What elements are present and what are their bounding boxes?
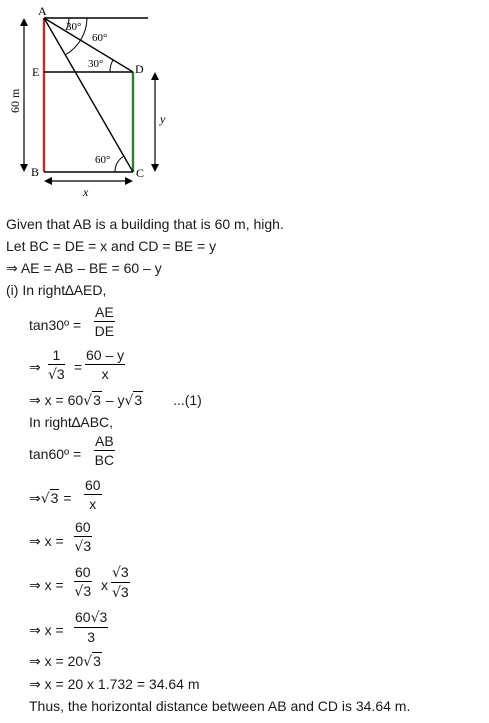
angle-label-a-60: 60°: [92, 32, 108, 44]
tan30-numerator: AE: [95, 304, 114, 320]
root3-denominator-3: √3: [74, 583, 92, 600]
times-sign: x: [101, 577, 108, 593]
equation-tag: ...(1): [173, 392, 202, 408]
x-equals-1: ⇒ x =: [29, 533, 64, 549]
angle-label-c-60: 60°: [95, 154, 111, 166]
sixty-numerator-2: 60: [75, 519, 91, 535]
sixty-numerator-3: 60: [75, 564, 91, 580]
y-label: y: [160, 112, 166, 126]
x-denominator: x: [101, 366, 109, 382]
root3-equals: ⇒√3 =: [29, 490, 72, 507]
root3-over-root3: [111, 564, 130, 601]
sixty-minus-y-numerator: 60 – y: [86, 347, 125, 363]
sixty-root3-numerator: 60√3: [75, 609, 108, 626]
implies-arrow: ⇒: [29, 360, 41, 376]
x-denominator-2: x: [89, 496, 97, 512]
ae-line: ⇒ AE = AB – BE = 60 – y: [6, 260, 162, 276]
abc-line: In right∆ABC,: [29, 414, 114, 430]
tan60-numerator: AB: [95, 433, 114, 449]
sixty-over-root3: [74, 519, 92, 555]
x-equals-20-root3: ⇒ x = 20√3: [29, 653, 101, 670]
one-over-root3: [48, 347, 65, 383]
arrow-up-y: [151, 72, 159, 80]
given-line: Given that AB is a building that is 60 m, high.: [6, 216, 284, 232]
one-numerator: 1: [48, 347, 65, 365]
angle-arc-d-30: [110, 60, 113, 72]
three-denominator: 3: [87, 629, 96, 645]
arrow-down: [20, 164, 28, 172]
point-a: A: [38, 4, 47, 18]
point-b: B: [31, 165, 40, 179]
sixty-root3-over-3: [74, 609, 108, 645]
x-label: x: [83, 185, 89, 199]
tan30-fraction: [94, 304, 115, 339]
x-equals-3: ⇒ x =: [29, 622, 64, 638]
arrow-left: [44, 177, 52, 185]
sixty-over-x: [84, 477, 102, 512]
tan60-denominator: BC: [94, 452, 115, 468]
equation-1: ⇒ x = 60√3 – y√3 ...(1): [29, 392, 202, 409]
angle-label-d-30: 30°: [88, 58, 104, 70]
arrow-up: [20, 18, 28, 26]
x-equals-2: ⇒ x =: [29, 577, 64, 593]
geometry-diagram: [0, 0, 200, 205]
root3-denominator-2: √3: [74, 538, 92, 555]
root3-denominator-4: √3: [112, 584, 129, 601]
x-value-line: ⇒ x = 20 x 1.732 = 34.64 m: [29, 676, 200, 692]
part-i-line: (i) In right∆AED,: [6, 282, 107, 298]
sixty-over-root3-b: [74, 564, 92, 600]
sixty-numerator: 60: [85, 477, 101, 493]
line-ac: [44, 18, 133, 172]
arrow-down-y: [151, 164, 159, 172]
equals-sign: =: [74, 359, 83, 375]
root3-numerator: √3: [112, 564, 129, 581]
tan30-denominator: DE: [94, 323, 115, 339]
point-d: D: [135, 62, 144, 76]
tan60-fraction: [94, 433, 115, 468]
height-label: 60 m: [8, 88, 22, 113]
sixty-minus-y-over-x: [85, 347, 125, 382]
angle-label-a-30: 30°: [66, 21, 82, 33]
point-e: E: [32, 65, 40, 79]
let-line: Let BC = DE = x and CD = BE = y: [6, 238, 217, 254]
tan60-lhs: tan60º =: [29, 446, 82, 462]
point-c: C: [136, 166, 145, 180]
tan30-lhs: tan30º =: [29, 317, 82, 333]
root3-denominator: √3: [48, 366, 65, 383]
conclusion-line: Thus, the horizontal distance between AB and CD is 34.64 m.: [29, 698, 411, 714]
arrow-right: [125, 177, 133, 185]
angle-arc-c-60: [115, 156, 124, 172]
